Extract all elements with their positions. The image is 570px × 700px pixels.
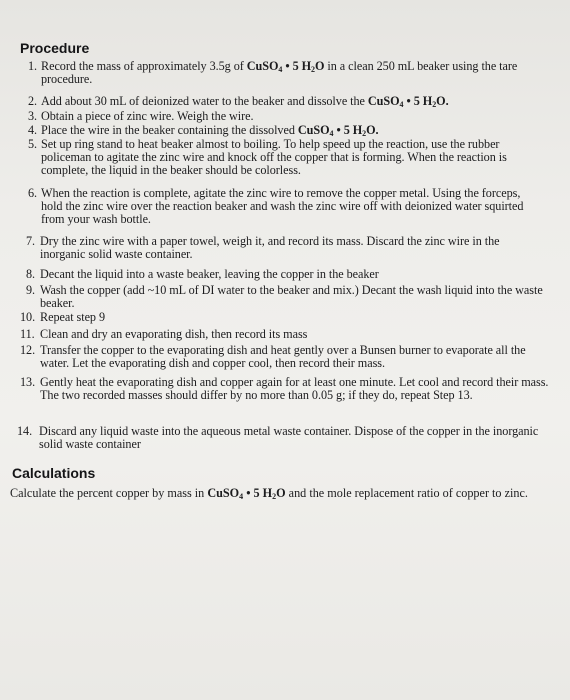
procedure-step: [20, 311, 540, 324]
step-number: 11.: [20, 327, 35, 341]
step-number: 7.: [26, 234, 36, 248]
procedure-step: [28, 187, 543, 227]
procedure-step: [26, 284, 546, 310]
procedure-heading: Procedure: [20, 40, 90, 56]
procedure-step: [17, 425, 547, 451]
step-number: 13.: [20, 375, 36, 389]
step-text: Discard any liquid waste into the aqueous metal waste container. Dispose of the copper in the inorganic solid waste container: [39, 424, 539, 452]
procedure-step: [28, 95, 538, 108]
step-text: Set up ring stand to heat beaker almost to boiling. To help speed up the reaction, use the rubber policeman to agitate the zinc wire and knock off the copper that is forming. When the reaction is complete, the liquid in the beaker should be colorless.: [41, 137, 507, 178]
procedure-step: [20, 328, 540, 341]
step-text: Clean and dry an evaporating dish, then record its mass: [40, 327, 308, 341]
step-number: 3.: [28, 109, 38, 123]
step-text: Decant the liquid into a waste beaker, leaving the copper in the beaker: [40, 267, 379, 281]
calculations-text: Calculate the percent copper by mass in CuSO$_4$ • 5 $H_2O$ and the mole replacement ratio of copper to zinc.: [10, 486, 528, 501]
step-number: 4.: [28, 123, 38, 137]
step-number: 14.: [17, 424, 33, 438]
step-text: Gently heat the evaporating dish and copper again for at least one minute. Let cool and record their mass. The two recorded masses should differ by no more than 0.05 g; if they do, repeat Step 13.: [40, 375, 549, 403]
step-text: Repeat step 9: [40, 310, 106, 324]
step-number: 8.: [26, 267, 36, 281]
procedure-step: [26, 268, 546, 281]
step-text: Record the mass of approximately 3.5g of CuSO$_4$ • 5 $H_2O$ in a clean 250 mL beaker using the tare procedure.: [41, 59, 518, 87]
procedure-step: [20, 376, 550, 402]
step-text: Wash the copper (add ~10 mL of DI water to the beaker and mix.) Decant the wash liquid into the waste beaker.: [40, 283, 543, 311]
step-number: 9.: [26, 283, 36, 297]
step-text: Obtain a piece of zinc wire. Weigh the wire.: [41, 109, 254, 123]
step-number: 2.: [28, 94, 38, 108]
procedure-step: [28, 60, 538, 86]
procedure-step: [26, 235, 546, 261]
calculations-heading: Calculations: [12, 465, 96, 481]
step-text: Add about 30 mL of deionized water to the beaker and dissolve the CuSO$_4$ • 5 $H_2O$.: [41, 94, 449, 109]
step-text: Dry the zinc wire with a paper towel, weigh it, and record its mass. Discard the zinc wire in the inorganic solid waste container.: [40, 234, 500, 262]
step-text: When the reaction is complete, agitate the zinc wire to remove the copper metal. Using the forceps, hold the zinc wire over the reaction beaker and wash the zinc wire off with deionized water squirted from your wash bottle.: [41, 186, 524, 227]
step-number: 1.: [28, 59, 38, 73]
step-number: 6.: [28, 186, 38, 200]
step-number: 12.: [20, 343, 36, 357]
procedure-step: [20, 344, 555, 370]
step-text: Place the wire in the beaker containing the dissolved CuSO$_4$ • 5 $H_2O$.: [41, 123, 379, 138]
procedure-step: [28, 124, 538, 137]
step-number: 5.: [28, 137, 38, 151]
procedure-step: [28, 138, 548, 178]
step-number: 10.: [20, 310, 36, 324]
procedure-step: [28, 110, 538, 123]
step-text: Transfer the copper to the evaporating dish and heat gently over a Bunsen burner to evaporate all the water. Let the evaporating dish and copper cool, then record their mass.: [40, 343, 526, 371]
